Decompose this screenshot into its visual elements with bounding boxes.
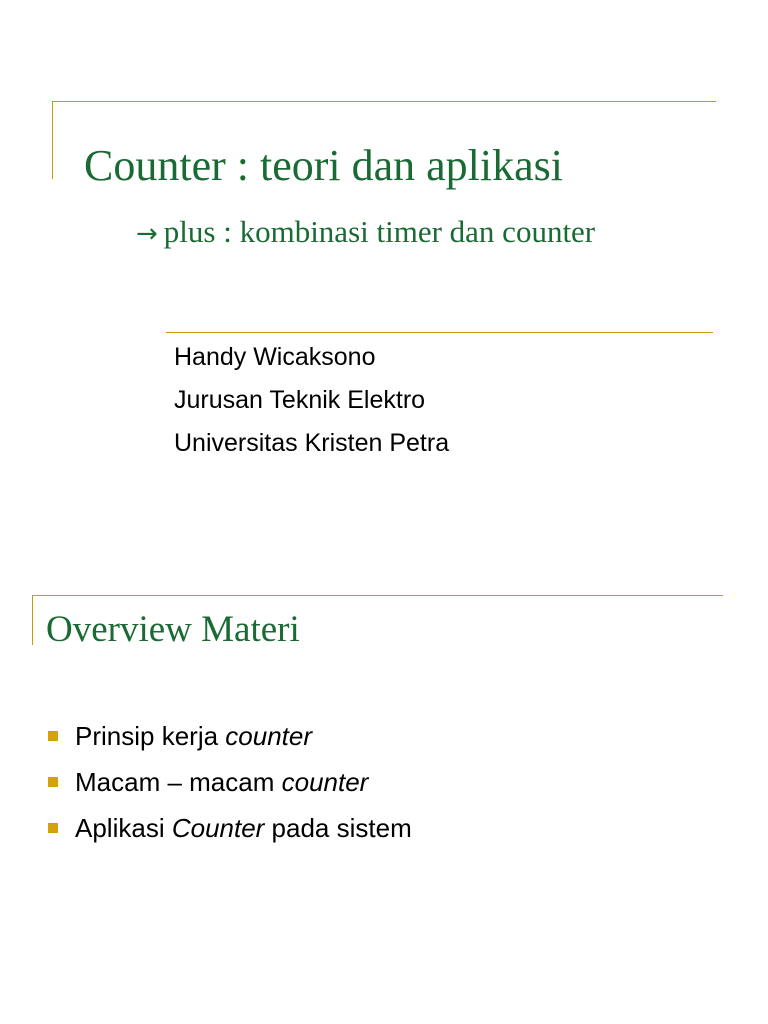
bullet-italic: counter bbox=[225, 721, 313, 751]
left-rule bbox=[32, 595, 33, 645]
bullet-square-icon bbox=[48, 731, 58, 741]
list-item bbox=[48, 759, 412, 805]
top-rule bbox=[32, 595, 723, 596]
author-department: Jurusan Teknik Elektro bbox=[174, 386, 426, 414]
bullet-italic: Counter bbox=[171, 813, 265, 843]
bullet-text: Aplikasi bbox=[75, 813, 172, 843]
arrow-icon: → bbox=[136, 219, 158, 249]
author-university: Universitas Kristen Petra bbox=[174, 429, 450, 457]
left-rule bbox=[52, 101, 53, 179]
bullet-square-icon bbox=[48, 777, 58, 787]
bullet-italic: counter bbox=[281, 767, 369, 797]
list-item bbox=[48, 805, 412, 851]
bullet-square-icon bbox=[48, 823, 58, 833]
author-block bbox=[174, 336, 449, 465]
slide-title: Counter : teori dan aplikasi bbox=[84, 141, 563, 190]
author-rule bbox=[166, 332, 713, 333]
bullet-text-after: pada sistem bbox=[264, 813, 412, 843]
list-item bbox=[48, 713, 412, 759]
slide-title: Overview Materi bbox=[46, 609, 300, 650]
top-rule bbox=[52, 101, 716, 102]
bullet-text: Prinsip kerja bbox=[75, 721, 226, 751]
bullet-list bbox=[48, 713, 412, 851]
subtitle-text: plus : kombinasi timer dan counter bbox=[163, 214, 596, 249]
overview-slide bbox=[0, 560, 768, 1024]
author-name: Handy Wicaksono bbox=[174, 343, 376, 371]
bullet-text: Macam – macam bbox=[75, 767, 282, 797]
slide-subtitle bbox=[136, 212, 595, 254]
